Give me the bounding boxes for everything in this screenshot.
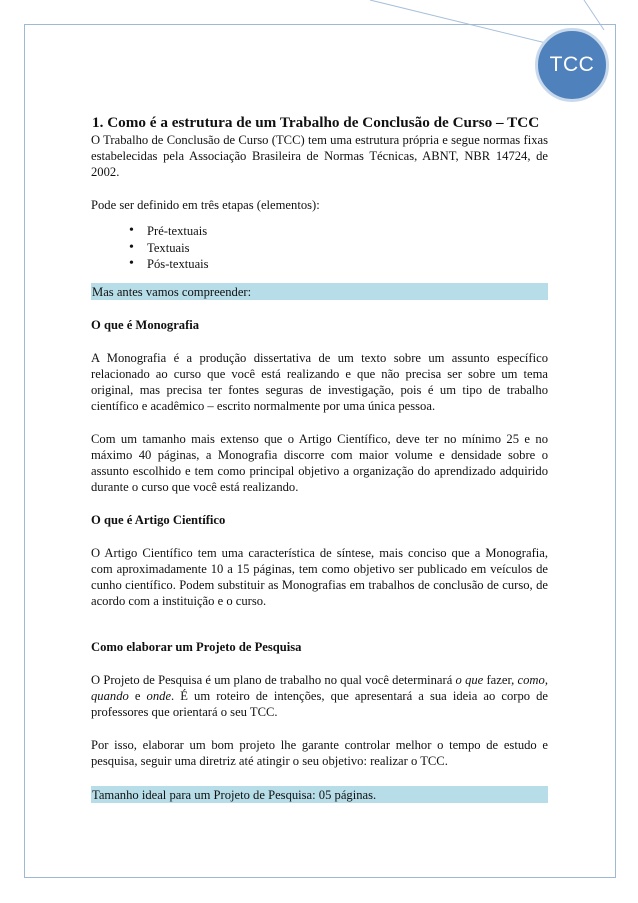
list-item: • Textuais — [147, 240, 548, 257]
monografia-paragraph-2: Com um tamanho mais extenso que o Artigo Científico, deve ter no mínimo 25 e no máximo 40 páginas, a Monografia discorre com maior volume e densidade sobre o assunto escolhido e tem como principal objetivo a organização do aprendizado adquirido durante o curso que você está realizando. — [91, 431, 548, 494]
highlight-compreender: Mas antes vamos compreender: — [91, 283, 548, 300]
tcc-badge — [535, 28, 609, 102]
monografia-paragraph-1: A Monografia é a produção dissertativa de um texto sobre um assunto específico relacionado ao curso que você está realizando e que não precisa ser sobre um tema original, mas precisa ter fontes seguras de investigação, pois é um tipo de trabalho científico e acadêmico – escrito normalmente por uma única pessoa. — [91, 350, 548, 413]
list-item: • Pré-textuais — [147, 223, 548, 240]
stages-intro: Pode ser definido em três etapas (elementos): — [91, 198, 320, 212]
list-item: • Pós-textuais — [147, 256, 548, 273]
tcc-badge-label: TCC — [549, 53, 595, 76]
highlight-tamanho: Tamanho ideal para um Projeto de Pesquisa: 05 páginas. — [91, 786, 548, 803]
artigo-paragraph: O Artigo Científico tem uma característica de síntese, mais conciso que a Monografia, com aproximadamente 10 a 15 páginas, tem como objetivo ser publicado em veículos de cunho científico. Podem substituir as Monografias em trabalhos de conclusão de curso, de acordo com a instituição e o curso. — [91, 545, 548, 608]
projeto-paragraph-1: O Projeto de Pesquisa é um plano de trabalho no qual você determinará o que fazer, como, quando e onde. É um roteiro de intenções, que apresentará a sua ideia ao corpo de professores que orientará o seu TCC. — [91, 672, 549, 719]
projeto-title: Como elaborar um Projeto de Pesquisa — [91, 639, 302, 654]
intro-paragraph: O Trabalho de Conclusão de Curso (TCC) tem uma estrutura própria e segue normas fixas estabelecidas pela Associação Brasileira de Normas Técnicas, ABNT, NBR 14724, de 2002. — [91, 133, 548, 179]
artigo-title: O que é Artigo Científico — [91, 512, 226, 527]
projeto-paragraph-2: Por isso, elaborar um bom projeto lhe garante controlar melhor o tempo de estudo e pesquisa, seguir uma diretriz até atingir o seu objetivo: realizar o TCC. — [91, 737, 548, 768]
monografia-title: O que é Monografia — [91, 317, 200, 332]
stages-list — [91, 223, 548, 273]
section-heading: 1. Como é a estrutura de um Trabalho de Conclusão de Curso – TCC — [92, 114, 540, 131]
document-body — [91, 114, 548, 803]
